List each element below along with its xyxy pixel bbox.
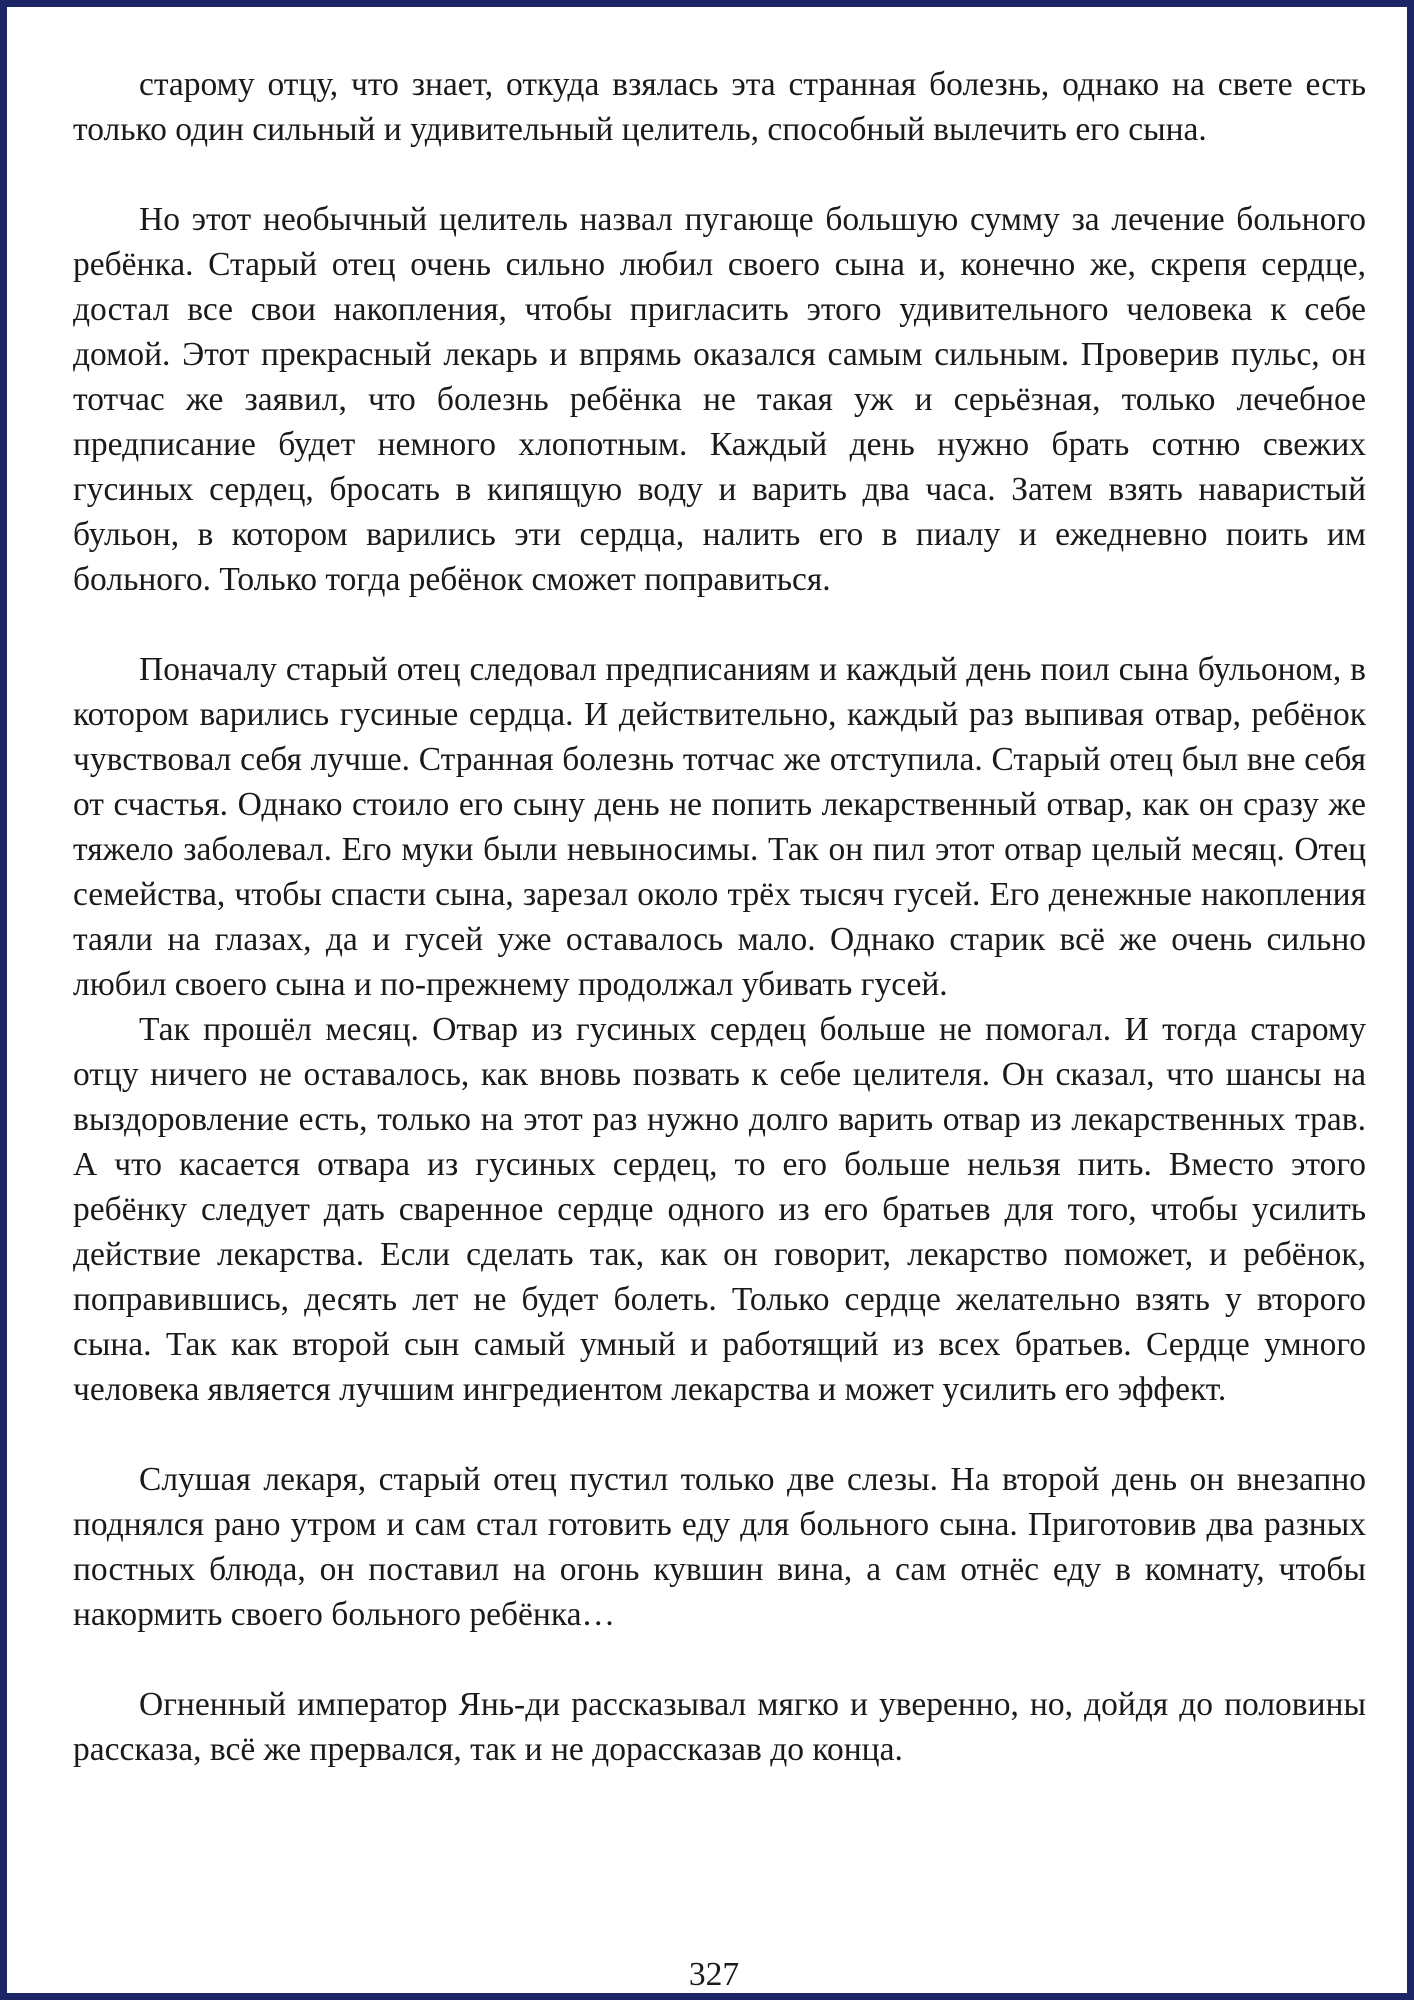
body-text	[73, 62, 1366, 1772]
paragraph: старому отцу, что знает, откуда взялась эта странная болезнь, однако на свете есть только один сильный и удивительный целитель, способный вылечить его сына.	[73, 66, 1366, 148]
paragraph: Слушая лекаря, старый отец пустил только две слезы. На второй день он внезапно поднялся рано утром и сам стал готовить еду для больного сына. Приготовив два разных постных блюда, он поставил на огонь кувшин вина, а сам отнёс еду в комнату, чтобы накормить своего больного ребёнка…	[73, 1461, 1366, 1633]
paragraph: Так прошёл месяц. Отвар из гусиных сердец больше не помогал. И тогда старому отцу ничего не оставалось, как вновь позвать к себе целителя. Он сказал, что шансы на выздоровление есть, только на этот раз нужно долго варить отвар из лекарственных трав. А что касается отвара из гусиных сердец, то его больше нельзя пить. Вместо этого ребёнку следует дать сваренное сердце одного из его братьев для того, чтобы усилить действие лекарства. Если сделать так, как он говорит, лекарство поможет, и ребёнок, поправившись, десять лет не будет болеть. Только сердце желательно взять у второго сына. Так как второй сын самый умный и работящий из всех братьев. Сердце умного человека является лучшим ингредиентом лекарства и может усилить его эффект.	[73, 1011, 1366, 1408]
paragraph: Но этот необычный целитель назвал пугающе большую сумму за лечение больного ребёнка. Старый отец очень сильно любил своего сына и, конечно же, скрепя сердце, достал все свои накопления, чтобы пригласить этого удивительного человека к себе домой. Этот прекрасный лекарь и впрямь оказался самым сильным. Проверив пульс, он тотчас же заявил, что болезнь ребёнка не такая уж и серьёзная, только лечебное предписание будет немного хлопотным. Каждый день нужно брать сотню свежих гусиных сердец, бросать в кипящую воду и варить два часа. Затем взять наваристый бульон, в котором варились эти сердца, налить его в пиалу и ежедневно поить им больного. Только тогда ребёнок сможет поправиться.	[73, 201, 1366, 598]
paragraph: Поначалу старый отец следовал предписаниям и каждый день поил сына бульоном, в котором варились гусиные сердца. И действительно, каждый раз выпивая отвар, ребёнок чувствовал себя лучше. Странная болезнь тотчас же отступила. Старый отец был вне себя от счастья. Однако стоило его сыну день не попить лекарственный отвар, как он сразу же тяжело заболевал. Его муки были невыносимы. Так он пил этот отвар целый месяц. Отец семейства, чтобы спасти сына, зарезал около трёх тысяч гусей. Его денежные накопления таяли на глазах, да и гусей уже оставалось мало. Однако старик всё же очень сильно любил своего сына и по-прежнему продолжал убивать гусей.	[73, 651, 1366, 1003]
paragraph: Огненный император Янь-ди рассказывал мягко и уверенно, но, дойдя до половины рассказа, всё же прервался, так и не дорассказав до конца.	[73, 1686, 1366, 1768]
page-number: 327	[688, 1956, 740, 1993]
